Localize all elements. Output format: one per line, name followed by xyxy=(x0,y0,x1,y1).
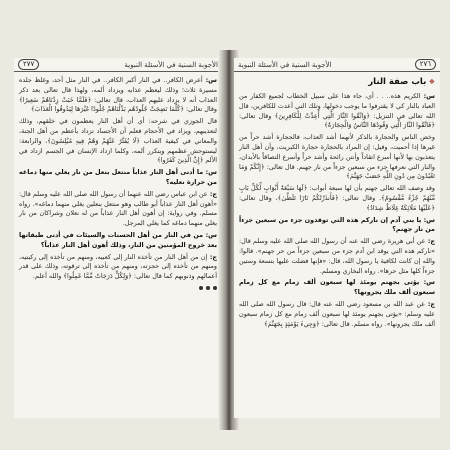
ornament-dot xyxy=(206,286,210,290)
left-page-header xyxy=(14,58,222,72)
paragraph: س: ما أدنى أهل النار عذاباً منتعل بنعل من نار يغلي منها دماغه من حرارة نعليه؟ xyxy=(19,168,217,186)
paragraph: س: أعرض الكافر.. في النار أكبر الكافر.. في النار مثل أحد، وغلظ جلده مسيرة ثلاث؛ وذلك ليعظم عذابه ويزداد ألمه، ولهذا قال تعالى بعد ذكر العذاب أنه لا يزداد عليهم العذاب، قال تعالى: ﴿فَلَمَّا خَبَتْ زِدْنَاهُمْ سَعِيرًا﴾ وقال تعالى: ﴿كُلَّمَا نَضِجَتْ جُلُودُهُم بَدَّلْنَاهُمْ جُلُودًا غَيْرَهَا لِيَذُوقُوا الْعَذَابَ﴾ xyxy=(19,76,217,114)
paragraph: وقد وصف الله تعالى جهنم بأن لها سبعة أبواب: ﴿لَهَا سَبْعَةُ أَبْوَابٍ لِّكُلِّ بَابٍ مِّنْهُمْ جُزْءٌ مَّقْسُومٌ﴾. وقال تعالى: ﴿فَأَنذَرْتُكُمْ نَارًا تَلَظَّىٰ﴾، وقال تعالى: ﴿عَلَيْهَا مَلَائِكَةٌ غِلَاظٌ شِدَادٌ﴾ xyxy=(239,184,435,212)
section-end-ornament xyxy=(19,286,217,290)
chapter-marker-icon: ❖ xyxy=(426,78,435,86)
chapter-title: ❖ باب صفة النار xyxy=(368,77,435,87)
paragraph: ج: عن ابن عباس رضي الله عنهما أن رسول الله صلى الله عليه وسلم قال: «أهون أهل النار عذاباً أبو طالب وهو منتعل بنعلين يغلي منهما دماغه». رواه مسلم. وفي رواية: إن أهون أهل النار عذاباً من له نعلان وشراكان من نار يغلي منهما دماغه كما يغلي المرجل. xyxy=(19,189,217,228)
right-page xyxy=(234,58,440,418)
paragraph: س: من في النار من أهل الحسنات والسيئات في أدنى طبقاتها بعد خروج المؤمنين من النار، وذلك أهون أهل النار عذاباً؟ xyxy=(19,230,217,249)
right-page-body xyxy=(239,76,435,418)
paragraph: ج: عن عبد الله بن مسعود رضي الله عنه قال: قال رسول الله صلى الله عليه وسلم: «يؤتى بجهنم يومئذ لها سبعون ألف زمام مع كل زمام سبعون ألف ملك يجرونها». رواه مسلم. قال تعالى: ﴿وَجِيءَ يَوْمَئِذٍ بِجَهَنَّمَ﴾ xyxy=(239,299,435,328)
paragraph: س: يؤتى بجهنم يومئذ لها سبعون ألف زمام مع كل زمام سبعون ألف ملك يجرونها؟ xyxy=(239,278,435,297)
right-page-header xyxy=(234,58,440,72)
right-page-number: ٢٧٦ xyxy=(415,59,436,70)
right-running-title: الأجوبة السنية في الأسئلة النبوية xyxy=(238,60,332,69)
left-page-body xyxy=(19,76,217,418)
paragraph: س: الكريم هذه.. . . أي، جاء هذا على سبيل الخطاب لجميع الكفار من العباد بالنار كي لا يقترفوا ما يوجب دخولها، وتلك التي أعدت للكافرين، قال الله تعالى في التنزيل: ﴿وَاتَّقُوا النَّارَ الَّتِي أُعِدَّتْ لِلْكَافِرِينَ﴾ وقال تعالى: ﴿فَاتَّقُوا النَّارَ الَّتِي وَقُودُهَا النَّاسُ وَالْحِجَارَةُ﴾ xyxy=(239,92,435,130)
paragraph: وخص الناس والحجارة بالذكر لأنهما أشد العذاب، فالحجارة أشد حراً من غيرها إذا أحميت، وقيل: إن المراد بالحجارة حجارة الكبريت، وأن أهل النار يتعذبون بها لأنها أسرع اتقاداً وأنتن رائحة وأشد حراً وأسرع التصاقاً بالأبدان، والنار التي نعرفها جزء من سبعين جزءاً من نار جهنم. قال تعالى: ﴿إِنَّكُمْ وَمَا تَعْبُدُونَ مِن دُونِ اللَّهِ حَصَبُ جَهَنَّمَ﴾ xyxy=(239,133,435,181)
left-page xyxy=(14,58,222,418)
paragraph: ج: عن أبي هريرة رضي الله عنه أن رسول الله صلى الله عليه وسلم قال: «ناركم هذه التي يوقد ابن آدم جزء من سبعين جزءاً من حر جهنم». قالوا: والله إن كانت لكافية يا رسول الله، قال: «فإنها فضلت عليها بتسعة وستين جزءاً كلها مثل حرها». رواه البخاري ومسلم. xyxy=(239,237,435,275)
left-page-number: ٢٧٧ xyxy=(18,59,39,70)
left-running-title: الأجوبة السنية في الأسئلة النبوية xyxy=(124,60,218,69)
paragraph: س: يا بني آدم إن ناركم هذه التي توقدون جزء من سبعين جزءاً من نار جهنم؟ xyxy=(239,215,435,234)
ornament-dot xyxy=(199,286,203,290)
paragraph: ج: إن من أهل النار من تأخذه النار إلى كعبيه، ومنهم من تأخذه إلى ركبتيه، ومنهم من تأخذه إلى حجزته، ومنهم من تأخذه إلى ترقوته، وذلك على قدر أعمالهم وذنوبهم كما قال تعالى: ﴿وَلِكُلٍّ دَرَجَاتٌ مِّمَّا عَمِلُوا﴾ والله أعلم. xyxy=(19,252,217,281)
ornament-dot xyxy=(213,286,217,290)
paragraph: قال الجوزي في شرحه: أي أن أهل النار يعظمون في خلقهم، وذلك لتعذيبهم، ويزاد في الأحجام فعلم أن الأجساد تزداد بأعظم من أهل الجنة، والمعاني في كيفية العذاب ﴿لَا يُفَتَّرُ عَنْهُمْ وَهُمْ فِيهِ مُبْلِسُونَ﴾، والرابعة: ليستوحش عظمهم ويتكرر ألمه، وكلما ازداد الإنسان في الجسم ازداد في الألم ﴿إِنَّ الَّذِينَ كَفَرُوا﴾ xyxy=(19,117,217,165)
